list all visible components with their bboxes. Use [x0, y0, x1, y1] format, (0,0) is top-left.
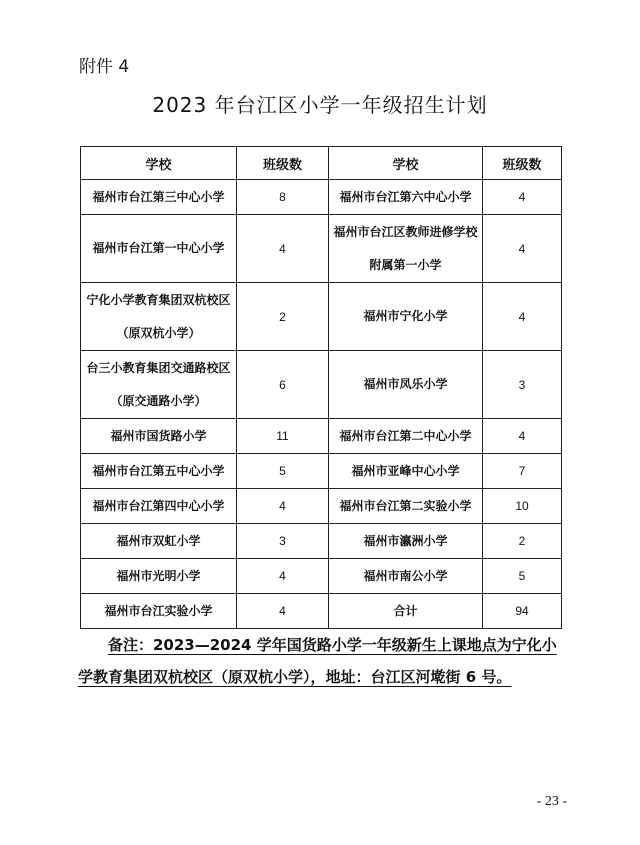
- school-name-cell: 福州市瀛洲小学: [329, 524, 483, 559]
- class-count-cell: 4: [237, 489, 329, 524]
- school-name-cell: 宁化小学教育集团双杭校区（原双杭小学）: [81, 283, 237, 351]
- school-name-cell: 福州市宁化小学: [329, 283, 483, 351]
- class-count-cell: 4: [237, 594, 329, 629]
- column-header-school-left: 学校: [81, 147, 237, 180]
- class-count-cell: 5: [237, 454, 329, 489]
- class-count-cell: 4: [483, 180, 562, 215]
- table-row: [81, 351, 562, 419]
- page-title: 2023 年台江区小学一年级招生计划: [152, 93, 488, 117]
- class-count-cell: 2: [483, 524, 562, 559]
- school-name-cell: 福州市凤乐小学: [329, 351, 483, 419]
- table-row: [81, 419, 562, 454]
- enrollment-plan-table: [80, 146, 562, 629]
- class-count-cell: 8: [237, 180, 329, 215]
- class-count-cell: 4: [237, 559, 329, 594]
- table-row: [81, 180, 562, 215]
- remark-note: [78, 629, 568, 693]
- school-name-cell: 福州市光明小学: [81, 559, 237, 594]
- remark-text: 备注：2023—2024 学年国货路小学一年级新生上课地点为宁化小学教育集团双杭校区（原双杭小学），地址：台江区河墘街 6 号。: [78, 636, 557, 686]
- column-header-school-right: 学校: [329, 147, 483, 180]
- column-header-classes-left: 班级数: [237, 147, 329, 180]
- school-name-cell: 福州市台江第四中心小学: [81, 489, 237, 524]
- class-count-cell: 2: [237, 283, 329, 351]
- page-number: - 23 -: [536, 794, 567, 809]
- school-name-cell: 福州市亚峰中心小学: [329, 454, 483, 489]
- school-name-cell: 台三小教育集团交通路校区（原交通路小学）: [81, 351, 237, 419]
- table-row: [81, 594, 562, 629]
- total-value-cell: 94: [483, 594, 562, 629]
- table-row: [81, 215, 562, 283]
- class-count-cell: 4: [483, 283, 562, 351]
- class-count-cell: 7: [483, 454, 562, 489]
- school-name-cell: 福州市台江第二实验小学: [329, 489, 483, 524]
- school-name-cell: 福州市台江区教师进修学校附属第一小学: [329, 215, 483, 283]
- school-name-cell: 福州市双虹小学: [81, 524, 237, 559]
- school-name-cell: 福州市台江第五中心小学: [81, 454, 237, 489]
- class-count-cell: 5: [483, 559, 562, 594]
- school-name-cell: 福州市台江第六中心小学: [329, 180, 483, 215]
- school-name-cell: 福州市台江实验小学: [81, 594, 237, 629]
- table-row: [81, 559, 562, 594]
- class-count-cell: 3: [237, 524, 329, 559]
- total-label-cell: 合计: [329, 594, 483, 629]
- school-name-cell: 福州市台江第一中心小学: [81, 215, 237, 283]
- table-row: [81, 454, 562, 489]
- school-name-cell: 福州市国货路小学: [81, 419, 237, 454]
- column-header-classes-right: 班级数: [483, 147, 562, 180]
- class-count-cell: 3: [483, 351, 562, 419]
- school-name-cell: 福州市南公小学: [329, 559, 483, 594]
- class-count-cell: 4: [237, 215, 329, 283]
- class-count-cell: 4: [483, 419, 562, 454]
- class-count-cell: 10: [483, 489, 562, 524]
- school-name-cell: 福州市台江第二中心小学: [329, 419, 483, 454]
- table-row: [81, 489, 562, 524]
- table-row: [81, 283, 562, 351]
- attachment-label: 附件 4: [79, 57, 130, 77]
- class-count-cell: 6: [237, 351, 329, 419]
- class-count-cell: 11: [237, 419, 329, 454]
- table-row: [81, 524, 562, 559]
- school-name-cell: 福州市台江第三中心小学: [81, 180, 237, 215]
- table-header-row: [81, 147, 562, 180]
- class-count-cell: 4: [483, 215, 562, 283]
